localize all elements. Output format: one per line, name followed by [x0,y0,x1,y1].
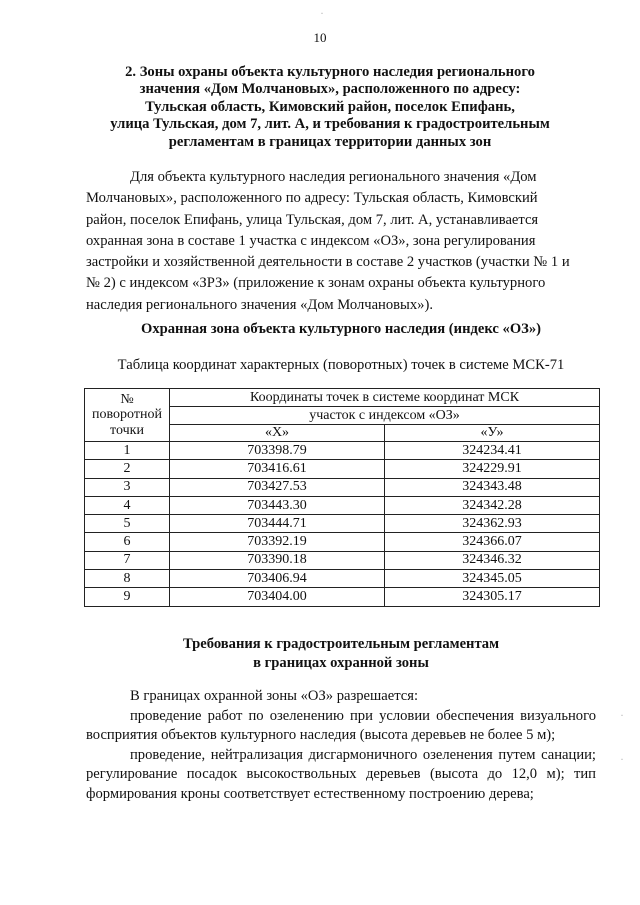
point-number: 5 [85,515,170,533]
requirements-heading [86,635,596,673]
point-number: 7 [85,551,170,569]
table-row [85,515,600,533]
x-value: 703406.94 [170,570,385,588]
table-row [85,442,600,460]
x-value: 703392.19 [170,533,385,551]
intro-line: Для объекта культурного наследия регионального значения «Дом [130,169,537,185]
table-row [85,460,600,478]
x-value: 703416.61 [170,460,385,478]
y-value: 324229.91 [385,460,600,478]
y-value: 324362.93 [385,515,600,533]
point-number: 8 [85,570,170,588]
section-heading [95,64,565,151]
table-row [85,478,600,496]
requirements-text [86,687,596,805]
section-heading-line: регламентам в границах территории данных зон [168,133,492,150]
table-row [85,570,600,588]
x-column-header: «Х» [170,425,385,442]
intro-line: Молчановых», расположенного по адресу: Тульская область, Кимовский [86,190,538,207]
requirements-paragraph: проведение работ по озеленению при условии обеспечения визуального восприятия объектов культурного наследия (высота деревьев не более 5 м); [86,707,596,744]
section-heading-line: значения «Дом Молчановых», расположенного по адресу: [139,81,521,98]
section-heading-line: Тульская область, Кимовский район, поселок Епифань, [145,98,515,115]
plot-header: участок с индексом «ОЗ» [170,407,600,425]
x-value: 703404.00 [170,588,385,606]
y-value: 324234.41 [385,442,600,460]
table-row [85,551,600,569]
intro-paragraph [86,167,596,316]
x-value: 703390.18 [170,551,385,569]
section-heading-line: улица Тульская, дом 7, лит. А, и требования к градостроительным [110,116,550,133]
x-value: 703443.30 [170,496,385,514]
table-row [85,533,600,551]
requirements-heading-line: в границах охранной зоны [253,655,429,671]
y-column-header: «У» [385,425,600,442]
y-value: 324343.48 [385,478,600,496]
table-caption: Таблица координат характерных (поворотных) точек в системе МСК-71 [117,357,565,373]
y-value: 324346.32 [385,551,600,569]
x-value: 703398.79 [170,442,385,460]
point-number: 9 [85,588,170,606]
scan-artifact: · [620,752,624,766]
scan-artifact: · [620,708,624,722]
point-number: 4 [85,496,170,514]
zone-heading: Охранная зона объекта культурного наследия (индекс «ОЗ») [140,321,542,337]
section-heading-line: 2. Зоны охраны объекта культурного наследия регионального [125,64,535,80]
y-value: 324305.17 [385,588,600,606]
coordinates-header: Координаты точек в системе координат МСК [170,389,600,407]
intro-line: наследия регионального значения «Дом Молчановых»). [86,296,433,313]
x-value: 703444.71 [170,515,385,533]
coordinates-table [84,388,600,607]
page-number: 10 [313,30,327,45]
intro-line: охранная зона в составе 1 участка с индексом «ОЗ», зона регулирования [86,232,536,249]
point-number: 3 [85,478,170,496]
y-value: 324345.05 [385,570,600,588]
point-number: 1 [85,442,170,460]
requirements-paragraph: проведение, нейтрализация дисгармоничного озеленения путем санации; регулирование посадок высокоствольных деревьев (высота до 12,0 м); тип формирования кроны соответствует естественному построению дерева; [86,746,596,802]
table-row [85,588,600,606]
point-number: 2 [85,460,170,478]
point-number-header: № поворотной точки [85,389,170,442]
y-value: 324366.07 [385,533,600,551]
intro-line: район, поселок Епифань, улица Тульская, дом 7, лит. А, устанавливается [86,211,539,228]
scan-artifact: · [320,6,324,20]
y-value: 324342.28 [385,496,600,514]
point-number: 6 [85,533,170,551]
x-value: 703427.53 [170,478,385,496]
table-row [85,496,600,514]
intro-line: № 2) с индексом «ЗРЗ» (приложение к зонам охраны объекта культурного [86,275,546,292]
requirements-heading-line: Требования к градостроительным регламентам [182,636,500,652]
requirements-paragraph: В границах охранной зоны «ОЗ» разрешается: [130,688,419,704]
intro-line: застройки и хозяйственной деятельности в составе 2 участков (участки № 1 и [86,254,570,271]
